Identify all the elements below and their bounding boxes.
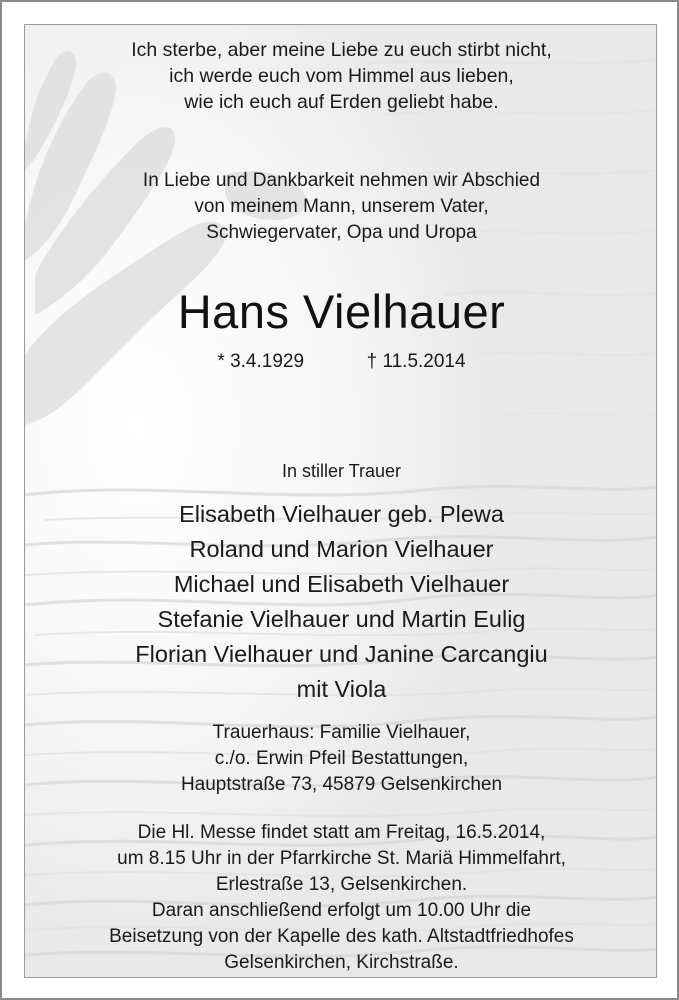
service-line-4: Daran anschließend erfolgt um 10.00 Uhr die — [151, 900, 532, 921]
deceased-name: Hans Vielhauer — [177, 285, 506, 338]
life-dates — [25, 350, 657, 374]
service-line-6: Gelsenkirchen, Kirchstraße. — [224, 952, 459, 973]
family-member: Michael und Elisabeth Vielhauer — [173, 571, 510, 597]
address-line-3: Hauptstraße 73, 45879 Gelsenkirchen — [180, 774, 503, 795]
family-member: mit Viola — [296, 676, 387, 702]
service-line-2: um 8.15 Uhr in der Pfarrkirche St. Mariä Himmelfahrt, — [117, 848, 566, 869]
address-line-2: c./o. Erwin Pfeil Bestattungen, — [214, 748, 469, 769]
address-line-1: Trauerhaus: Familie Vielhauer, — [212, 722, 471, 743]
family-member: Elisabeth Vielhauer geb. Plewa — [179, 501, 504, 527]
poem-line-1: Ich sterbe, aber meine Liebe zu euch stirbt nicht, — [131, 39, 552, 61]
poem-line-2: ich werde euch vom Himmel aus lieben, — [169, 65, 514, 87]
service-line-3: Erlestraße 13, Gelsenkirchen. — [215, 874, 468, 895]
farewell-line-2: von meinem Mann, unserem Vater, — [194, 196, 489, 217]
notice-panel — [24, 24, 657, 978]
service-line-5: Beisetzung von der Kapelle des kath. Altstadtfriedhofes — [109, 926, 574, 947]
farewell-line-1: In Liebe und Dankbarkeit nehmen wir Abschied — [142, 170, 541, 191]
family-member: Roland und Marion Vielhauer — [189, 536, 494, 562]
service-line-1: Die Hl. Messe findet statt am Freitag, 16.5.2014, — [137, 822, 546, 843]
poem-line-3: wie ich euch auf Erden geliebt habe. — [184, 91, 499, 113]
family-member: Florian Vielhauer und Janine Carcangiu — [135, 641, 548, 667]
mourning-label: In stiller Trauer — [281, 461, 402, 481]
family-member: Stefanie Vielhauer und Martin Eulig — [157, 606, 526, 632]
death-date: † 11.5.2014 — [366, 351, 466, 372]
notice-content — [25, 25, 657, 978]
farewell-line-3: Schwiegervater, Opa und Uropa — [206, 222, 477, 243]
birth-date: * 3.4.1929 — [217, 351, 305, 372]
